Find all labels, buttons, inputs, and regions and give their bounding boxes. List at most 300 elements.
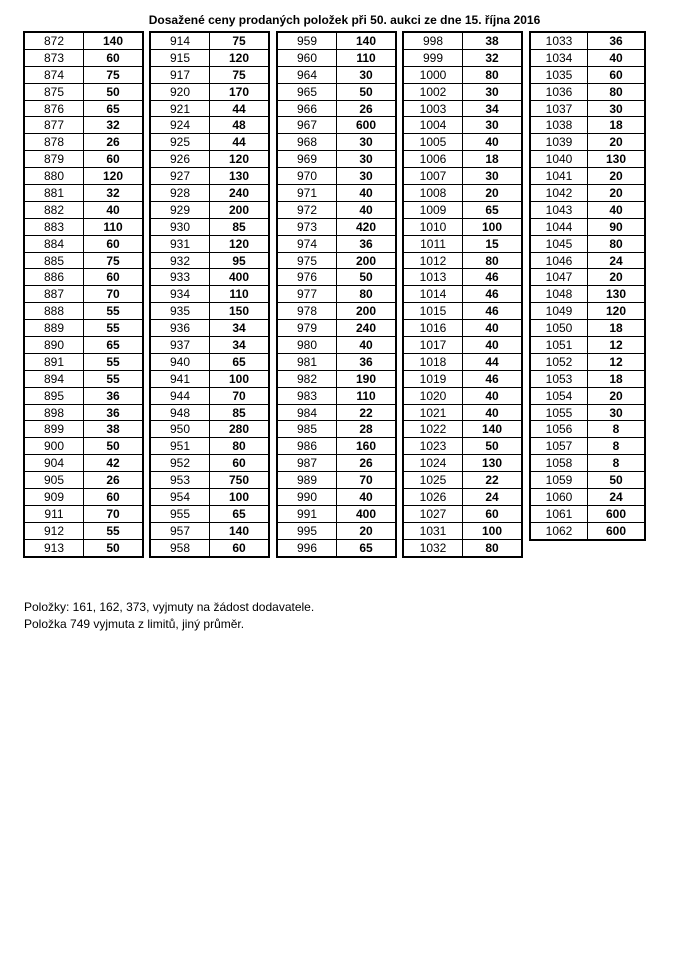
price-table-column-5 bbox=[529, 31, 646, 541]
item-number: 876 bbox=[24, 100, 84, 117]
table-row bbox=[150, 32, 269, 49]
table-row bbox=[403, 100, 522, 117]
table-row bbox=[403, 218, 522, 235]
item-number: 917 bbox=[150, 66, 210, 83]
table-row bbox=[24, 337, 143, 354]
table-row bbox=[403, 49, 522, 66]
item-price: 75 bbox=[210, 66, 270, 83]
table-row bbox=[24, 387, 143, 404]
table-row bbox=[403, 303, 522, 320]
table-row bbox=[150, 134, 269, 151]
item-price: 75 bbox=[84, 252, 144, 269]
item-number: 1020 bbox=[403, 387, 463, 404]
item-number: 912 bbox=[24, 522, 84, 539]
item-price: 8 bbox=[588, 438, 646, 455]
item-price: 140 bbox=[84, 32, 144, 49]
table-row bbox=[530, 117, 645, 134]
table-row bbox=[277, 370, 396, 387]
item-number: 936 bbox=[150, 320, 210, 337]
item-number: 950 bbox=[150, 421, 210, 438]
item-number: 970 bbox=[277, 168, 337, 185]
item-number: 983 bbox=[277, 387, 337, 404]
item-number: 977 bbox=[277, 286, 337, 303]
table-row bbox=[530, 489, 645, 506]
item-number: 898 bbox=[24, 404, 84, 421]
item-price: 80 bbox=[463, 539, 523, 556]
table-row bbox=[277, 489, 396, 506]
item-number: 1052 bbox=[530, 353, 588, 370]
table-row bbox=[277, 421, 396, 438]
table-row bbox=[150, 421, 269, 438]
table-row bbox=[150, 201, 269, 218]
item-number: 995 bbox=[277, 522, 337, 539]
item-price: 40 bbox=[463, 320, 523, 337]
item-price: 100 bbox=[210, 370, 270, 387]
item-price: 36 bbox=[588, 32, 646, 49]
item-number: 1036 bbox=[530, 83, 588, 100]
table-row bbox=[530, 421, 645, 438]
table-row bbox=[150, 286, 269, 303]
item-price: 38 bbox=[463, 32, 523, 49]
table-row bbox=[530, 32, 645, 49]
table-row bbox=[24, 489, 143, 506]
item-price: 36 bbox=[84, 404, 144, 421]
table-row bbox=[530, 505, 645, 522]
item-price: 65 bbox=[337, 539, 397, 556]
item-number: 985 bbox=[277, 421, 337, 438]
table-row bbox=[150, 303, 269, 320]
table-row bbox=[530, 286, 645, 303]
item-price: 55 bbox=[84, 353, 144, 370]
table-row bbox=[277, 472, 396, 489]
item-price: 40 bbox=[463, 134, 523, 151]
item-price: 50 bbox=[84, 438, 144, 455]
item-price: 140 bbox=[463, 421, 523, 438]
item-price: 50 bbox=[84, 539, 144, 556]
item-number: 967 bbox=[277, 117, 337, 134]
item-price: 110 bbox=[337, 49, 397, 66]
table-row bbox=[150, 320, 269, 337]
item-number: 1033 bbox=[530, 32, 588, 49]
table-row bbox=[150, 337, 269, 354]
item-number: 1015 bbox=[403, 303, 463, 320]
item-price: 44 bbox=[210, 100, 270, 117]
price-table-column-1 bbox=[23, 31, 144, 558]
item-price: 65 bbox=[84, 100, 144, 117]
table-row bbox=[403, 421, 522, 438]
item-number: 1026 bbox=[403, 489, 463, 506]
item-price: 85 bbox=[210, 404, 270, 421]
table-row bbox=[403, 438, 522, 455]
table-row bbox=[277, 134, 396, 151]
table-row bbox=[150, 404, 269, 421]
item-price: 70 bbox=[84, 286, 144, 303]
item-number: 1012 bbox=[403, 252, 463, 269]
item-price: 36 bbox=[337, 353, 397, 370]
item-price: 20 bbox=[463, 185, 523, 202]
table-row bbox=[403, 269, 522, 286]
item-price: 40 bbox=[463, 337, 523, 354]
item-number: 1008 bbox=[403, 185, 463, 202]
item-price: 46 bbox=[463, 370, 523, 387]
table-row bbox=[403, 353, 522, 370]
item-price: 30 bbox=[463, 83, 523, 100]
item-price: 130 bbox=[463, 455, 523, 472]
item-number: 1054 bbox=[530, 387, 588, 404]
table-row bbox=[530, 134, 645, 151]
item-number: 971 bbox=[277, 185, 337, 202]
item-number: 874 bbox=[24, 66, 84, 83]
table-row bbox=[24, 32, 143, 49]
item-price: 26 bbox=[84, 134, 144, 151]
item-price: 40 bbox=[463, 387, 523, 404]
item-price: 40 bbox=[588, 49, 646, 66]
item-number: 991 bbox=[277, 505, 337, 522]
item-number: 968 bbox=[277, 134, 337, 151]
item-price: 40 bbox=[337, 337, 397, 354]
item-price: 34 bbox=[210, 337, 270, 354]
item-price: 34 bbox=[210, 320, 270, 337]
item-price: 60 bbox=[84, 49, 144, 66]
table-row bbox=[277, 387, 396, 404]
item-number: 889 bbox=[24, 320, 84, 337]
item-number: 887 bbox=[24, 286, 84, 303]
item-number: 1025 bbox=[403, 472, 463, 489]
item-price: 36 bbox=[337, 235, 397, 252]
item-price: 15 bbox=[463, 235, 523, 252]
item-price: 130 bbox=[588, 286, 646, 303]
table-row bbox=[277, 404, 396, 421]
item-number: 986 bbox=[277, 438, 337, 455]
item-price: 18 bbox=[588, 320, 646, 337]
table-row bbox=[277, 117, 396, 134]
item-price: 30 bbox=[337, 66, 397, 83]
item-number: 1050 bbox=[530, 320, 588, 337]
table-row bbox=[277, 83, 396, 100]
table-row bbox=[277, 320, 396, 337]
item-price: 30 bbox=[337, 168, 397, 185]
item-price: 190 bbox=[337, 370, 397, 387]
table-row bbox=[530, 252, 645, 269]
table-row bbox=[277, 505, 396, 522]
item-number: 1060 bbox=[530, 489, 588, 506]
table-row bbox=[150, 489, 269, 506]
item-price: 200 bbox=[337, 303, 397, 320]
item-number: 1057 bbox=[530, 438, 588, 455]
item-number: 925 bbox=[150, 134, 210, 151]
item-price: 32 bbox=[84, 185, 144, 202]
item-number: 966 bbox=[277, 100, 337, 117]
table-row bbox=[403, 168, 522, 185]
item-price: 42 bbox=[84, 455, 144, 472]
item-number: 914 bbox=[150, 32, 210, 49]
table-row bbox=[24, 438, 143, 455]
item-price: 95 bbox=[210, 252, 270, 269]
item-price: 110 bbox=[210, 286, 270, 303]
item-number: 959 bbox=[277, 32, 337, 49]
item-price: 55 bbox=[84, 370, 144, 387]
item-price: 24 bbox=[588, 252, 646, 269]
item-price: 70 bbox=[210, 387, 270, 404]
item-price: 60 bbox=[84, 151, 144, 168]
table-row bbox=[24, 286, 143, 303]
item-price: 26 bbox=[84, 472, 144, 489]
table-row bbox=[277, 438, 396, 455]
item-number: 881 bbox=[24, 185, 84, 202]
item-number: 996 bbox=[277, 539, 337, 556]
item-price: 20 bbox=[337, 522, 397, 539]
item-price: 240 bbox=[337, 320, 397, 337]
price-table-column-3 bbox=[276, 31, 397, 558]
item-number: 879 bbox=[24, 151, 84, 168]
table-row bbox=[403, 472, 522, 489]
item-number: 900 bbox=[24, 438, 84, 455]
item-number: 1022 bbox=[403, 421, 463, 438]
item-number: 911 bbox=[24, 505, 84, 522]
table-row bbox=[277, 235, 396, 252]
table-row bbox=[530, 472, 645, 489]
table-row bbox=[403, 83, 522, 100]
table-row bbox=[24, 66, 143, 83]
item-price: 90 bbox=[588, 218, 646, 235]
table-row bbox=[530, 151, 645, 168]
item-price: 280 bbox=[210, 421, 270, 438]
item-number: 1007 bbox=[403, 168, 463, 185]
item-number: 1042 bbox=[530, 185, 588, 202]
item-number: 1058 bbox=[530, 455, 588, 472]
item-number: 930 bbox=[150, 218, 210, 235]
item-number: 1034 bbox=[530, 49, 588, 66]
item-number: 885 bbox=[24, 252, 84, 269]
table-row bbox=[403, 370, 522, 387]
item-number: 1049 bbox=[530, 303, 588, 320]
item-price: 36 bbox=[84, 387, 144, 404]
item-number: 1056 bbox=[530, 421, 588, 438]
table-row bbox=[24, 522, 143, 539]
item-number: 1019 bbox=[403, 370, 463, 387]
item-price: 32 bbox=[84, 117, 144, 134]
item-number: 934 bbox=[150, 286, 210, 303]
table-row bbox=[24, 370, 143, 387]
item-number: 883 bbox=[24, 218, 84, 235]
table-row bbox=[530, 370, 645, 387]
table-row bbox=[277, 49, 396, 66]
table-row bbox=[24, 185, 143, 202]
table-row bbox=[150, 370, 269, 387]
item-price: 60 bbox=[588, 66, 646, 83]
item-number: 955 bbox=[150, 505, 210, 522]
item-number: 1021 bbox=[403, 404, 463, 421]
item-price: 150 bbox=[210, 303, 270, 320]
item-number: 1000 bbox=[403, 66, 463, 83]
item-number: 1043 bbox=[530, 201, 588, 218]
item-price: 120 bbox=[588, 303, 646, 320]
item-number: 878 bbox=[24, 134, 84, 151]
item-price: 30 bbox=[463, 168, 523, 185]
table-row bbox=[24, 472, 143, 489]
table-row bbox=[24, 134, 143, 151]
item-number: 941 bbox=[150, 370, 210, 387]
table-row bbox=[24, 269, 143, 286]
item-number: 975 bbox=[277, 252, 337, 269]
item-number: 913 bbox=[24, 539, 84, 556]
table-row bbox=[277, 218, 396, 235]
item-price: 100 bbox=[463, 218, 523, 235]
table-row bbox=[277, 185, 396, 202]
item-number: 905 bbox=[24, 472, 84, 489]
table-row bbox=[530, 83, 645, 100]
table-row bbox=[530, 438, 645, 455]
item-price: 60 bbox=[210, 455, 270, 472]
item-number: 894 bbox=[24, 370, 84, 387]
table-row bbox=[530, 404, 645, 421]
item-price: 110 bbox=[84, 218, 144, 235]
table-row bbox=[403, 505, 522, 522]
table-row bbox=[24, 505, 143, 522]
item-price: 26 bbox=[337, 100, 397, 117]
item-price: 400 bbox=[210, 269, 270, 286]
table-row bbox=[150, 151, 269, 168]
item-price: 600 bbox=[588, 522, 646, 539]
table-row bbox=[150, 539, 269, 556]
table-row bbox=[150, 387, 269, 404]
item-number: 929 bbox=[150, 201, 210, 218]
item-price: 12 bbox=[588, 337, 646, 354]
item-price: 20 bbox=[588, 134, 646, 151]
table-row bbox=[150, 252, 269, 269]
table-row bbox=[403, 134, 522, 151]
item-number: 1045 bbox=[530, 235, 588, 252]
item-price: 46 bbox=[463, 303, 523, 320]
table-row bbox=[150, 522, 269, 539]
item-price: 18 bbox=[588, 117, 646, 134]
item-number: 1055 bbox=[530, 404, 588, 421]
item-price: 80 bbox=[210, 438, 270, 455]
table-row bbox=[530, 49, 645, 66]
item-number: 1051 bbox=[530, 337, 588, 354]
item-price: 120 bbox=[210, 151, 270, 168]
item-price: 46 bbox=[463, 269, 523, 286]
item-price: 20 bbox=[588, 168, 646, 185]
table-row bbox=[403, 117, 522, 134]
table-row bbox=[530, 337, 645, 354]
item-price: 100 bbox=[210, 489, 270, 506]
item-price: 32 bbox=[463, 49, 523, 66]
item-number: 1041 bbox=[530, 168, 588, 185]
item-number: 1006 bbox=[403, 151, 463, 168]
table-row bbox=[403, 489, 522, 506]
item-price: 750 bbox=[210, 472, 270, 489]
item-number: 933 bbox=[150, 269, 210, 286]
table-row bbox=[403, 286, 522, 303]
item-price: 40 bbox=[337, 185, 397, 202]
item-price: 30 bbox=[588, 100, 646, 117]
item-price: 24 bbox=[463, 489, 523, 506]
item-price: 28 bbox=[337, 421, 397, 438]
table-row bbox=[24, 83, 143, 100]
item-number: 948 bbox=[150, 404, 210, 421]
item-price: 420 bbox=[337, 218, 397, 235]
item-number: 890 bbox=[24, 337, 84, 354]
item-number: 944 bbox=[150, 387, 210, 404]
table-row bbox=[277, 100, 396, 117]
item-number: 909 bbox=[24, 489, 84, 506]
item-number: 927 bbox=[150, 168, 210, 185]
item-number: 1014 bbox=[403, 286, 463, 303]
table-row bbox=[277, 337, 396, 354]
item-price: 200 bbox=[210, 201, 270, 218]
item-number: 932 bbox=[150, 252, 210, 269]
item-number: 1018 bbox=[403, 353, 463, 370]
item-number: 969 bbox=[277, 151, 337, 168]
item-price: 65 bbox=[210, 353, 270, 370]
table-row bbox=[150, 100, 269, 117]
table-row bbox=[530, 100, 645, 117]
item-number: 1031 bbox=[403, 522, 463, 539]
item-number: 920 bbox=[150, 83, 210, 100]
table-row bbox=[150, 218, 269, 235]
item-number: 935 bbox=[150, 303, 210, 320]
item-number: 984 bbox=[277, 404, 337, 421]
item-price: 65 bbox=[463, 201, 523, 218]
item-price: 40 bbox=[337, 201, 397, 218]
item-price: 70 bbox=[84, 505, 144, 522]
item-price: 34 bbox=[463, 100, 523, 117]
item-price: 75 bbox=[210, 32, 270, 49]
item-number: 1005 bbox=[403, 134, 463, 151]
item-price: 30 bbox=[463, 117, 523, 134]
item-number: 953 bbox=[150, 472, 210, 489]
table-row bbox=[24, 201, 143, 218]
item-price: 600 bbox=[337, 117, 397, 134]
item-number: 937 bbox=[150, 337, 210, 354]
item-number: 960 bbox=[277, 49, 337, 66]
item-price: 140 bbox=[337, 32, 397, 49]
item-number: 928 bbox=[150, 185, 210, 202]
item-number: 976 bbox=[277, 269, 337, 286]
table-row bbox=[403, 32, 522, 49]
table-row bbox=[150, 83, 269, 100]
table-row bbox=[24, 353, 143, 370]
item-number: 1002 bbox=[403, 83, 463, 100]
table-row bbox=[403, 185, 522, 202]
table-row bbox=[24, 49, 143, 66]
table-row bbox=[24, 320, 143, 337]
item-number: 998 bbox=[403, 32, 463, 49]
item-number: 1011 bbox=[403, 235, 463, 252]
item-price: 44 bbox=[210, 134, 270, 151]
item-price: 120 bbox=[84, 168, 144, 185]
table-row bbox=[277, 201, 396, 218]
item-number: 979 bbox=[277, 320, 337, 337]
item-price: 55 bbox=[84, 320, 144, 337]
item-price: 8 bbox=[588, 455, 646, 472]
item-price: 80 bbox=[588, 83, 646, 100]
item-price: 60 bbox=[84, 269, 144, 286]
table-row bbox=[530, 387, 645, 404]
item-number: 888 bbox=[24, 303, 84, 320]
table-row bbox=[403, 151, 522, 168]
table-row bbox=[530, 66, 645, 83]
table-row bbox=[403, 235, 522, 252]
table-row bbox=[150, 455, 269, 472]
table-row bbox=[277, 269, 396, 286]
table-row bbox=[150, 117, 269, 134]
table-row bbox=[530, 522, 645, 539]
table-row bbox=[403, 455, 522, 472]
table-row bbox=[150, 353, 269, 370]
table-row bbox=[277, 252, 396, 269]
